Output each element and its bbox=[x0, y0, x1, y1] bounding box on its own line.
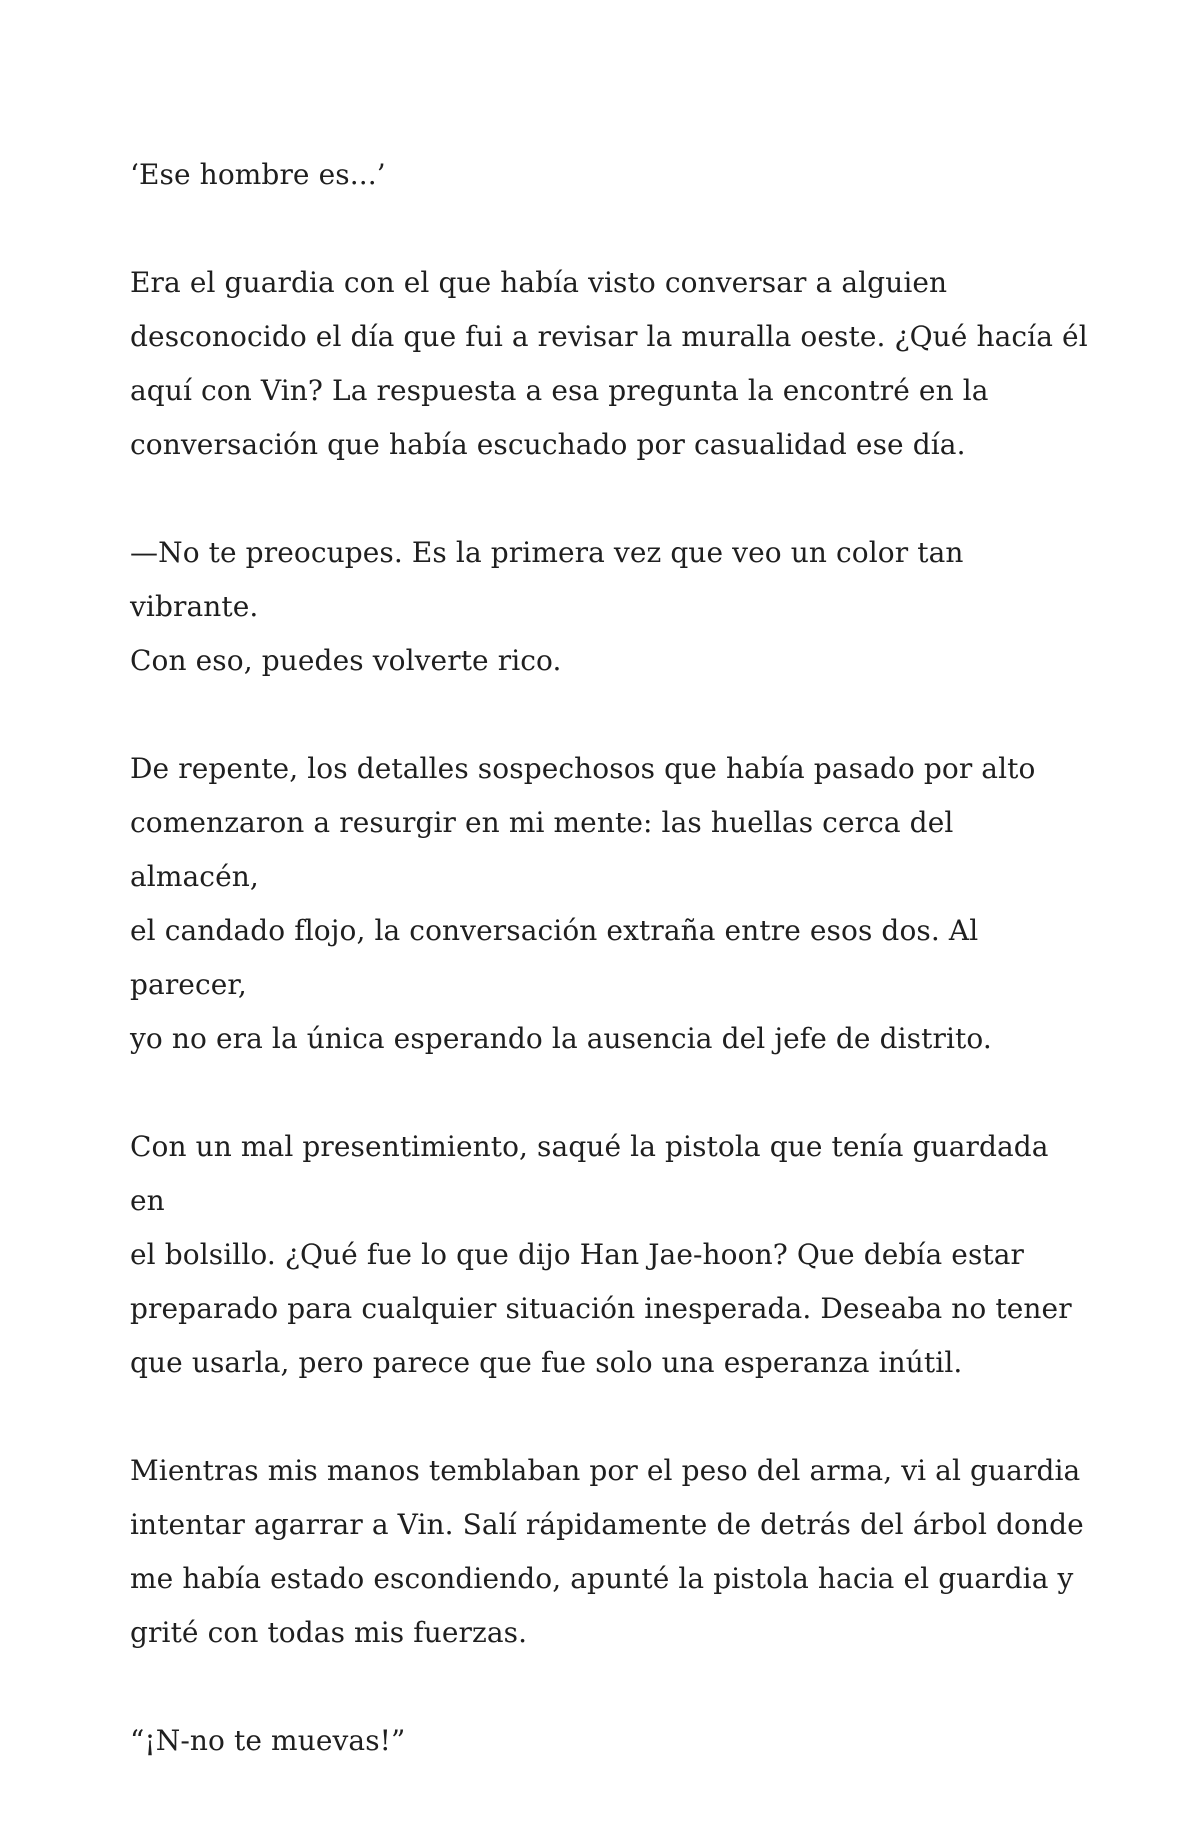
paragraph-7: “¡N-no te muevas!” bbox=[130, 1724, 406, 1757]
paragraph-6: Mientras mis manos temblaban por el peso del arma, vi al guardia intentar agarrar a Vin. Salí rápidamente de detrás del árbol donde me había estado escondiendo, apunté la pistola hacia el guardia y grité con todas mis fuerzas. bbox=[130, 1454, 1084, 1649]
paragraph-5: Con un mal presentimiento, saqué la pistola que tenía guardada en el bolsillo. ¿Qué fue lo que dijo Han Jae-hoon? Que debía estar preparado para cualquier situación inesperada. Deseaba no tener que usarla, pero parece que fue solo una esperanza inútil. bbox=[130, 1130, 1072, 1379]
story-text bbox=[130, 148, 1090, 1822]
paragraph-2: Era el guardia con el que había visto conversar a alguien desconocido el día que fui a revisar la muralla oeste. ¿Qué hacía él aquí con Vin? La respuesta a esa pregunta la encontré en la conversación que había escuchado por casualidad ese día. bbox=[130, 266, 1088, 461]
paragraph-1: ‘Ese hombre es...’ bbox=[130, 158, 386, 191]
paragraph-4: De repente, los detalles sospechosos que había pasado por alto comenzaron a resurgir en mi mente: las huellas cerca del almacén, el candado flojo, la conversación extraña entre esos dos. Al parecer, yo no era la única esperando la ausencia del jefe de distrito. bbox=[130, 752, 1036, 1055]
paragraph-3: —No te preocupes. Es la primera vez que veo un color tan vibrante. Con eso, puedes volverte rico. bbox=[130, 536, 964, 677]
